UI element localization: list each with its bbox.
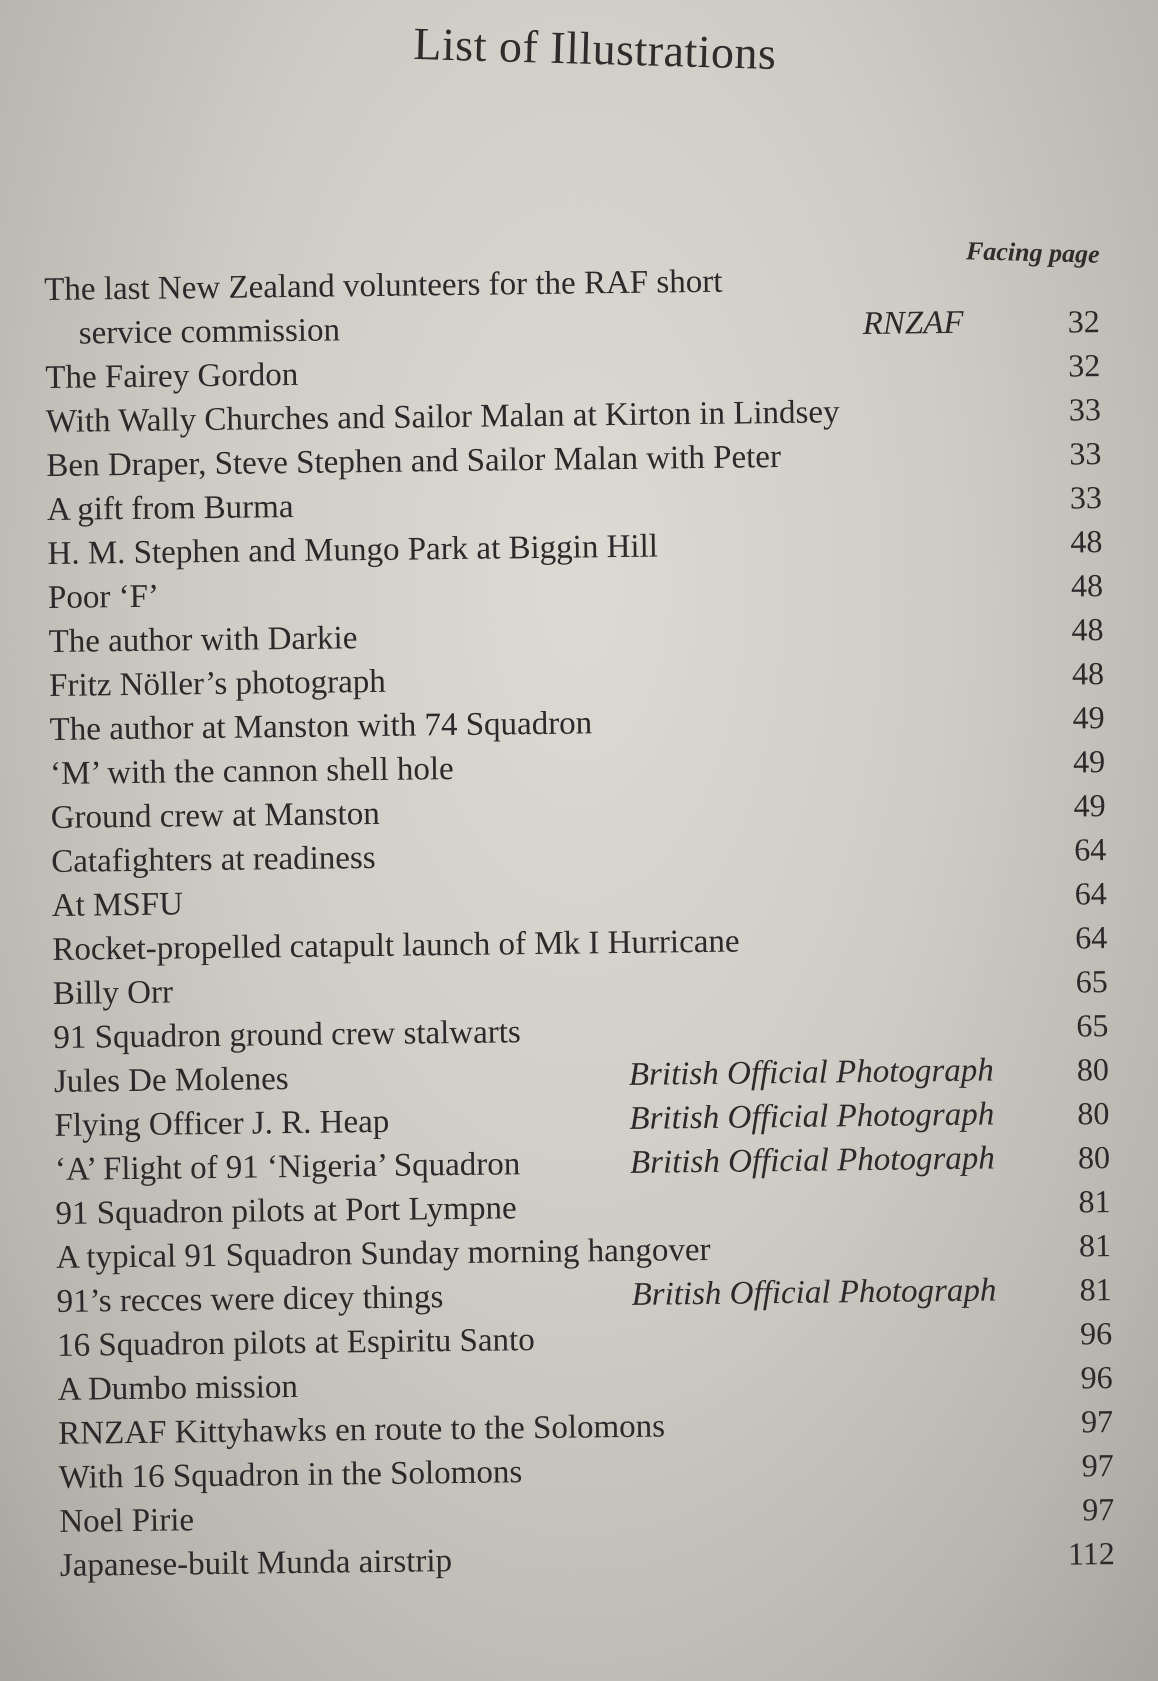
caption: A gift from Burma [46, 488, 294, 528]
caption: The Fairey Gordon [45, 356, 299, 396]
page-number: 33 [1069, 479, 1103, 516]
caption: Ground crew at Manston [50, 795, 380, 836]
caption: 91 Squadron ground crew stalwarts [53, 1014, 521, 1056]
caption: Billy Orr [52, 974, 174, 1012]
page-number: 81 [1078, 1227, 1112, 1264]
caption: The author with Darkie [48, 620, 358, 660]
illustrations-list [44, 255, 1116, 1648]
page-number: 33 [1069, 435, 1102, 472]
page-title: List of Illustrations [412, 17, 778, 80]
page-number: 49 [1073, 787, 1106, 824]
page-number: 80 [1077, 1139, 1111, 1176]
caption: service commission [78, 312, 341, 352]
page-number: 96 [1080, 1359, 1113, 1396]
page-number: 80 [1077, 1095, 1110, 1132]
caption: The last New Zealand volunteers for the RAF short [44, 263, 723, 308]
photo-credit: British Official Photograph [631, 1272, 997, 1313]
caption: 91 Squadron pilots at Port Lympne [55, 1190, 517, 1232]
caption: A typical 91 Squadron Sunday morning hangover [55, 1231, 711, 1276]
page-number: 49 [1072, 743, 1106, 780]
caption: Rocket-propelled catapult launch of Mk I Hurricane [52, 923, 740, 968]
caption: Poor ‘F’ [47, 578, 160, 616]
page-number: 96 [1079, 1315, 1113, 1352]
page-number: 97 [1082, 1491, 1115, 1528]
page-number: 48 [1070, 523, 1103, 560]
caption: The author at Manston with 74 Squadron [49, 705, 593, 748]
page-number: 97 [1081, 1447, 1114, 1484]
page-number: 48 [1071, 655, 1105, 692]
photo-credit: British Official Photograph [629, 1096, 995, 1137]
caption: 16 Squadron pilots at Espiritu Santo [56, 1322, 535, 1364]
page-number: 65 [1076, 1007, 1109, 1044]
caption: Japanese-built Munda airstrip [59, 1543, 453, 1584]
page-number: 64 [1074, 875, 1107, 912]
caption: Ben Draper, Steve Stephen and Sailor Malan with Peter [46, 439, 782, 484]
caption: ‘A’ Flight of 91 ‘Nigeria’ Squadron [54, 1146, 521, 1188]
caption: 91’s recces were dicey things [56, 1279, 444, 1320]
caption: Flying Officer J. R. Heap [54, 1103, 390, 1144]
caption: RNZAF Kittyhawks en route to the Solomons [58, 1408, 666, 1452]
page-number: 81 [1079, 1271, 1112, 1308]
caption: At MSFU [51, 886, 184, 924]
caption: ‘M’ with the cannon shell hole [49, 751, 454, 792]
facing-page-header: Facing page [966, 236, 1101, 269]
page-number [1039, 255, 1099, 256]
photo-credit: RNZAF [862, 304, 964, 343]
page-number: 48 [1070, 567, 1104, 604]
page-number: 80 [1076, 1051, 1110, 1088]
photo-credit: British Official Photograph [628, 1052, 994, 1093]
page-number: 49 [1072, 699, 1105, 736]
caption: Catafighters at readiness [51, 839, 376, 880]
caption: A Dumbo mission [57, 1368, 299, 1408]
page-number: 64 [1075, 919, 1108, 956]
caption: Jules De Molenes [53, 1061, 289, 1100]
page-number: 81 [1078, 1183, 1111, 1220]
page-number: 97 [1080, 1403, 1114, 1440]
caption: Fritz Nöller’s photograph [48, 663, 386, 704]
caption: With Wally Churches and Sailor Malan at Kirton in Lindsey [45, 394, 840, 440]
caption: H. M. Stephen and Mungo Park at Biggin Hill [47, 528, 659, 572]
page-number: 64 [1073, 831, 1107, 868]
page-number: 33 [1068, 391, 1102, 428]
page-number: 32 [1067, 303, 1100, 340]
caption: With 16 Squadron in the Solomons [58, 1454, 523, 1496]
caption: Noel Pirie [59, 1502, 195, 1540]
page-number: 32 [1068, 347, 1101, 384]
page-number: 65 [1075, 963, 1109, 1000]
photo-credit: British Official Photograph [629, 1140, 996, 1181]
page-number: 48 [1071, 611, 1104, 648]
page-number: 112 [1067, 1535, 1115, 1572]
